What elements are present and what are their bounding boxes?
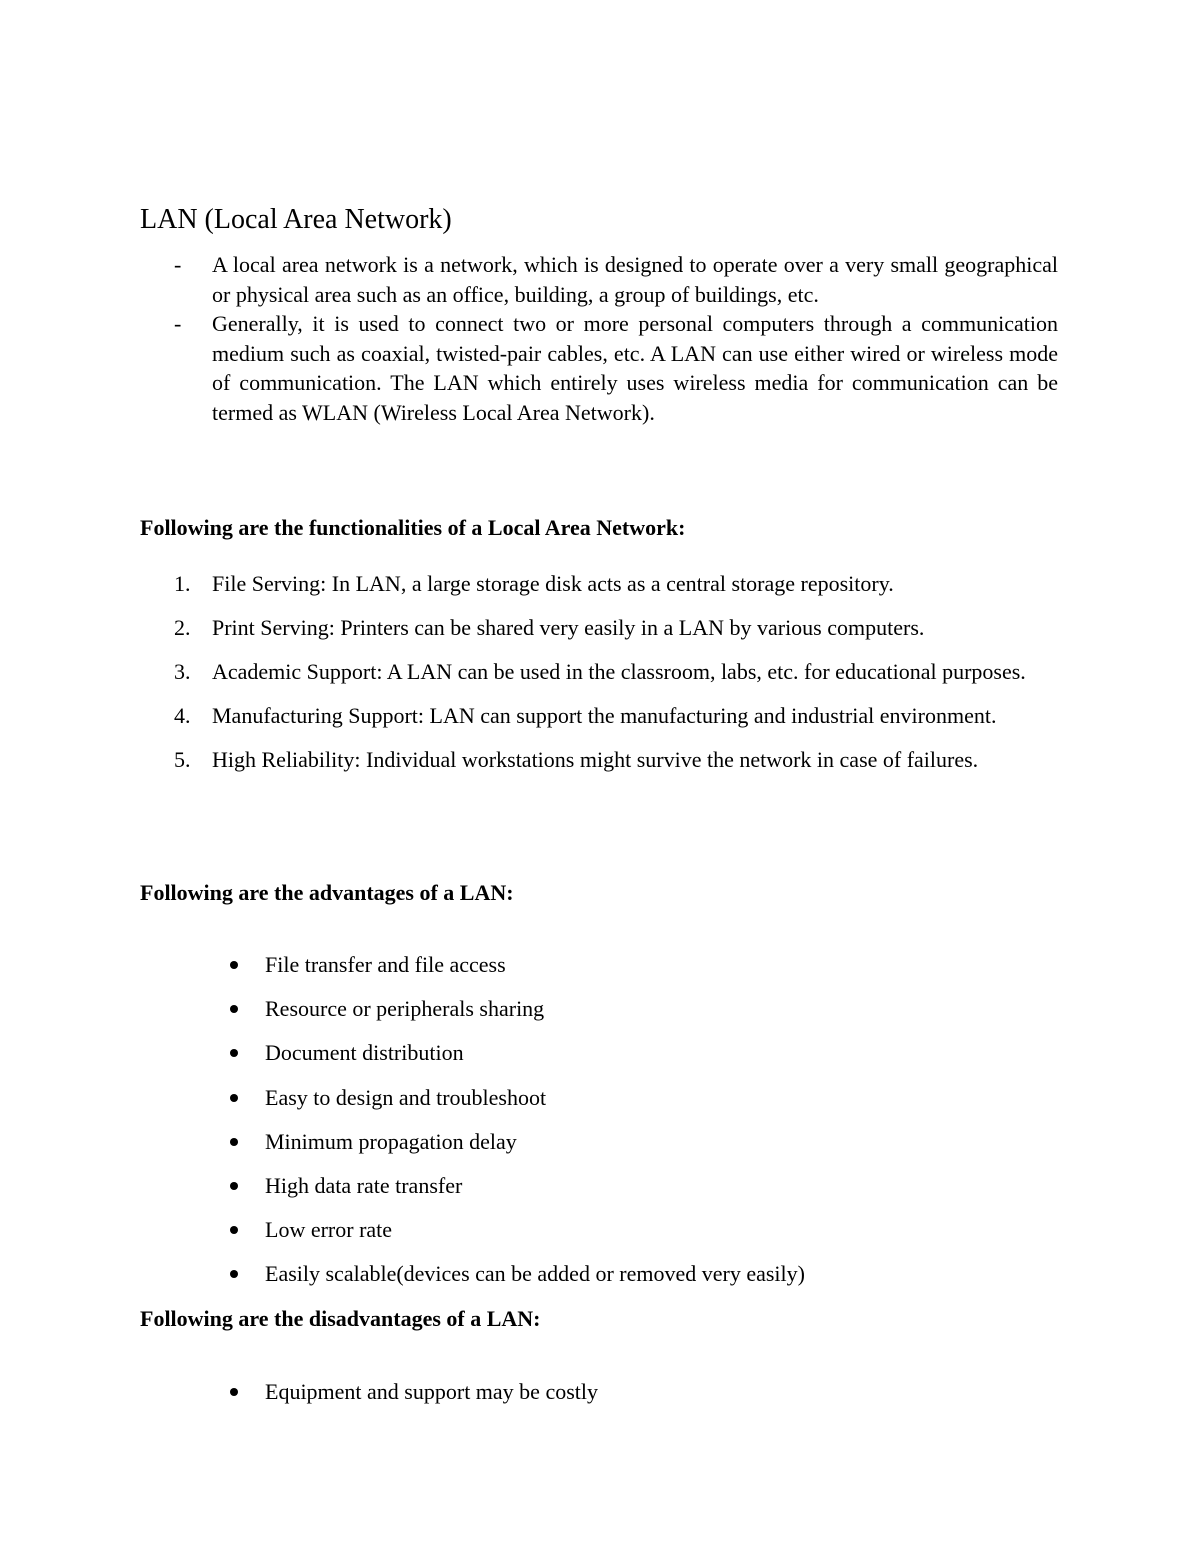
advantage-item [140, 950, 805, 994]
advantage-text: Document distribution [265, 1040, 464, 1066]
advantage-text: File transfer and file access [265, 952, 506, 977]
functionality-text: Academic Support: A LAN can be used in the classroom, labs, etc. for educational purposes. [212, 659, 1026, 684]
functionalities-list [140, 569, 1058, 789]
list-number: 5. [174, 747, 191, 772]
intro-list [140, 250, 1058, 427]
disadvantages-heading: Following are the disadvantages of a LAN: [140, 1306, 541, 1331]
list-number: 3. [174, 659, 191, 684]
functionality-text: High Reliability: Individual workstations might survive the network in case of failures. [212, 747, 979, 772]
bullet-icon [230, 1138, 238, 1146]
advantage-text: Low error rate [265, 1217, 393, 1243]
bullet-icon [230, 1270, 238, 1278]
advantage-item [140, 1259, 805, 1303]
advantage-item [140, 994, 805, 1038]
advantages-list [140, 950, 805, 1304]
bullet-icon [230, 1005, 238, 1013]
advantage-item [140, 1083, 805, 1127]
dash-marker: - [174, 311, 182, 336]
advantage-text: Easily scalable(devices can be added or removed very easily) [265, 1261, 805, 1287]
advantage-text: High data rate transfer [265, 1172, 463, 1198]
bullet-icon [230, 1226, 238, 1234]
functionalities-heading: Following are the functionalities of a Local Area Network: [140, 515, 686, 540]
advantage-text: Minimum propagation delay [265, 1128, 517, 1154]
advantage-text: Easy to design and troubleshoot [265, 1084, 547, 1110]
functionality-item [140, 657, 1058, 686]
functionality-item [140, 701, 1058, 730]
functionality-item [140, 569, 1058, 598]
bullet-icon [230, 1049, 238, 1057]
disadvantage-text: Equipment and support may be costly [265, 1379, 598, 1404]
functionality-text: Print Serving: Printers can be shared very easily in a LAN by various computers. [212, 615, 925, 640]
bullet-icon [230, 1182, 238, 1190]
page-title: LAN (Local Area Network) [140, 204, 452, 235]
list-number: 1. [174, 571, 191, 596]
advantage-text: Resource or peripherals sharing [265, 996, 545, 1022]
functionality-item [140, 613, 1058, 642]
bullet-icon [230, 1094, 238, 1102]
intro-item-text: A local area network is a network, which is designed to operate over a very small geographical or physical area such as an office, building, a group of buildings, etc. [212, 252, 1058, 307]
bullet-icon [230, 961, 238, 969]
bullet-icon [230, 1388, 238, 1396]
list-number: 4. [174, 703, 191, 728]
disadvantages-list [140, 1377, 598, 1421]
dash-marker: - [174, 252, 182, 277]
intro-item [140, 309, 1058, 427]
disadvantage-item [140, 1377, 598, 1421]
intro-item [140, 250, 1058, 309]
advantage-item [140, 1038, 805, 1082]
advantage-item [140, 1171, 805, 1215]
functionality-item [140, 745, 1058, 774]
advantage-item [140, 1215, 805, 1259]
functionality-text: File Serving: In LAN, a large storage disk acts as a central storage repository. [212, 571, 894, 596]
advantages-heading: Following are the advantages of a LAN: [140, 880, 514, 905]
functionality-text: Manufacturing Support: LAN can support the manufacturing and industrial environment. [212, 703, 997, 728]
advantage-item [140, 1127, 805, 1171]
intro-item-text: Generally, it is used to connect two or more personal computers through a communication medium such as coaxial, twisted-pair cables, etc. A LAN can use either wired or wireless mode of communication. The LAN which entirely uses wireless media for communication can be termed as WLAN (Wireless Local Area Network). [212, 311, 1058, 425]
list-number: 2. [174, 615, 191, 640]
